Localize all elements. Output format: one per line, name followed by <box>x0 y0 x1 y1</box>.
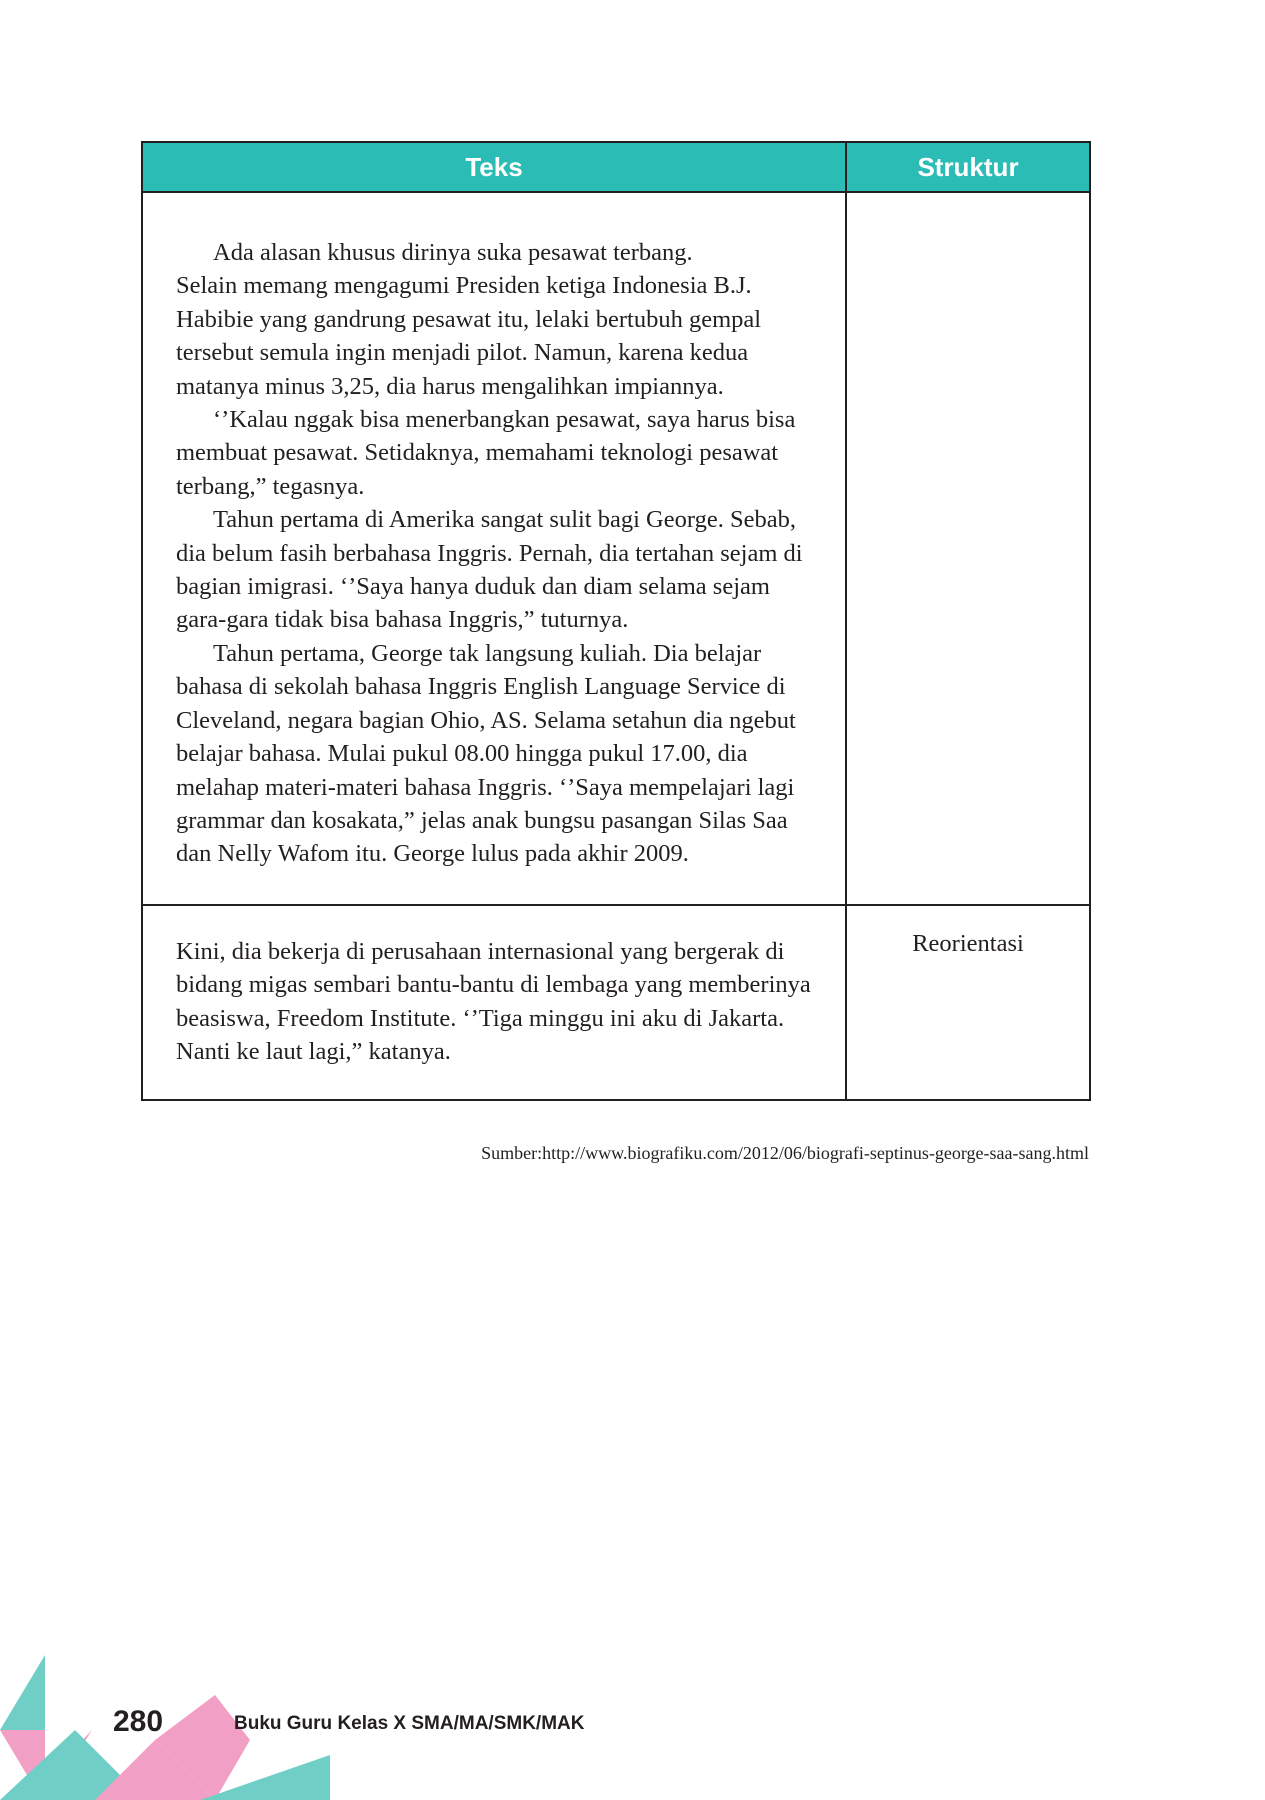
paragraph: Tahun pertama, George tak langsung kuliah. Dia belajar bahasa di sekolah bahasa Inggris English Language Service di Cleveland, negara bagian Ohio, AS. Selama setahun dia ngebut belajar bahasa. Mulai pukul 08.00 hingga pukul 17.00, dia melahap materi-materi bahasa Inggris. ‘’Saya mempelajari lagi grammar dan kosakata,” jelas anak bungsu pasangan Silas Saa dan Nelly Wafom itu. George lulus pada akhir 2009. <box>176 639 796 868</box>
text-structure-table <box>141 141 1091 1101</box>
paragraph: Ada alasan khusus dirinya suka pesawat terbang. <box>213 239 693 266</box>
paragraph: ‘’Kalau nggak bisa menerbangkan pesawat, saya harus bisa membuat pesawat. Setidaknya, memahami teknologi pesawat terbang,” tegasnya. <box>176 406 796 500</box>
teks-cell <box>142 905 846 1101</box>
struktur-cell <box>846 192 1090 905</box>
teks-cell <box>142 192 846 905</box>
struktur-cell: Reorientasi <box>846 905 1090 1101</box>
paragraph: Tahun pertama di Amerika sangat sulit bagi George. Sebab, dia belum fasih berbahasa Inggris. Pernah, dia tertahan sejam di bagian imigrasi. ‘’Saya hanya duduk dan diam selama sejam gara-gara tidak bisa bahasa Inggris,” tuturnya. <box>176 506 803 634</box>
table-row <box>142 192 1090 905</box>
source-citation: Sumber:http://www.biografiku.com/2012/06/biografi-septinus-george-saa-sang.html <box>481 1143 1089 1163</box>
header-teks: Teks <box>142 142 846 192</box>
header-struktur: Struktur <box>846 142 1090 192</box>
table-header-row <box>142 142 1090 192</box>
page-number: 280 <box>113 1705 164 1738</box>
paragraph: Selain memang mengagumi Presiden ketiga Indonesia B.J. Habibie yang gandrung pesawat itu, lelaki bertubuh gempal tersebut semula ingin menjadi pilot. Namun, karena kedua matanya minus 3,25, dia harus mengalihkan impiannya. <box>176 272 762 400</box>
teal-triangle-shape <box>0 1655 45 1730</box>
book-title: Buku Guru Kelas X SMA/MA/SMK/MAK <box>234 1713 585 1734</box>
table-row <box>142 905 1090 1101</box>
paragraph: Kini, dia bekerja di perusahaan internasional yang bergerak di bidang migas sembari bantu-bantu di lembaga yang memberinya beasiswa, Freedom Institute. ‘’Tiga minggu ini aku di Jakarta. Nanti ke laut lagi,” katanya. <box>176 937 811 1065</box>
